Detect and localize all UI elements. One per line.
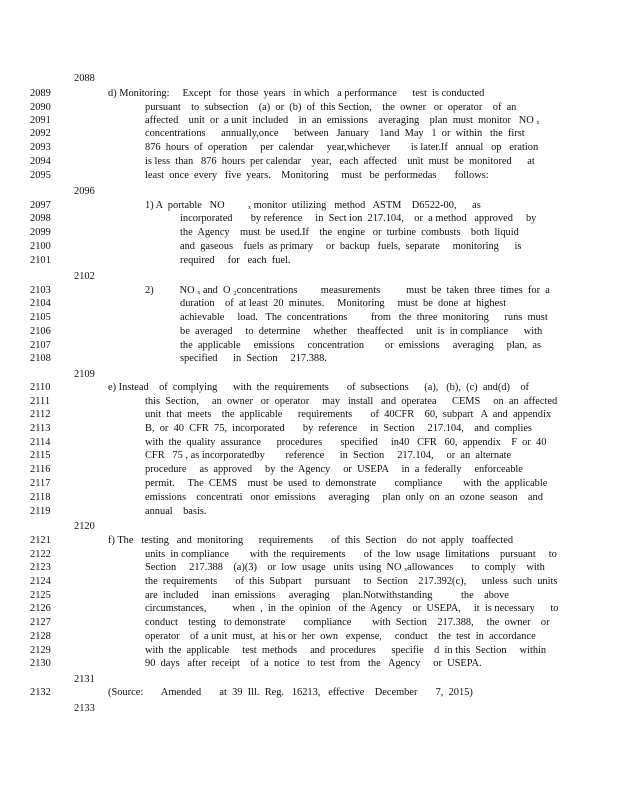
line-text: permit. The CEMS must be used to demonstrate compliance with the applicable: [145, 478, 548, 489]
document-line: [30, 702, 450, 715]
document-line: [30, 114, 540, 127]
line-number: 2131: [74, 674, 95, 685]
document-line: [30, 352, 450, 365]
line-text: required for each fuel.: [180, 255, 291, 266]
line-text: with the quality assurance procedures specified in40 CFR 60, appendix F or 40: [145, 437, 547, 448]
line-number: 2108: [30, 353, 51, 364]
document-line: [30, 602, 559, 615]
line-text: specified in Section 217.388.: [180, 353, 327, 364]
line-number: 2128: [30, 631, 51, 642]
line-text: 1) A portable NO ₓ monitor utilizing method ASTM D6522-00, as: [145, 200, 481, 211]
line-text: d) Monitoring: Except for those years in which a performance test is conducted: [108, 88, 485, 99]
document-line: [30, 408, 552, 421]
line-text: the requirements of this Subpart pursuant to Section 217.392(c), unless such units: [145, 576, 558, 587]
line-text: with the applicable test methods and procedures specifie d in this Section within: [145, 645, 547, 656]
line-number: 2123: [30, 562, 51, 573]
line-text: B, or 40 CFR 75, incorporated by reference in Section 217.104, and complies: [145, 423, 532, 434]
line-number: 2126: [30, 603, 51, 614]
line-number: 2107: [30, 340, 51, 351]
line-number: 2133: [74, 703, 95, 714]
line-number: 2098: [30, 213, 51, 224]
line-number: 2097: [30, 200, 51, 211]
document-line: [30, 339, 541, 352]
line-number: 2105: [30, 312, 51, 323]
line-number: 2096: [74, 186, 95, 197]
line-number: 2089: [30, 88, 51, 99]
line-number: 2102: [74, 271, 95, 282]
line-text: concentrations annually,once between January 1and May 1 or within the first: [145, 128, 525, 139]
line-number: 2095: [30, 170, 51, 181]
document-line: [30, 491, 543, 504]
line-text: and gaseous fuels as primary or backup fuels, separate monitoring is: [180, 241, 522, 252]
line-text: pursuant to subsection (a) or (b) of this Section, the owner or operator of an: [145, 102, 517, 113]
line-text: least once every five years. Monitoring must be performedas follows:: [145, 170, 489, 181]
line-text: 2) NO ₓ and O ₂concentrations measurements must be taken three times for a: [145, 285, 550, 296]
document-line: [30, 575, 558, 588]
line-number: 2099: [30, 227, 51, 238]
line-number: 2104: [30, 298, 51, 309]
line-number: 2116: [30, 464, 51, 475]
document-line: [30, 422, 532, 435]
document-line: [30, 561, 545, 574]
line-text: the applicable emissions concentration or emissions averaging plan, as: [180, 340, 541, 351]
document-line: [30, 87, 485, 100]
line-number: 2124: [30, 576, 51, 587]
line-text: are included inan emissions averaging plan.Notwithstanding the above: [145, 590, 509, 601]
document-line: [30, 436, 547, 449]
document-line: [30, 297, 507, 310]
document-line: [30, 686, 473, 699]
line-number: 2101: [30, 255, 51, 266]
line-text: circumstances, when , in the opinion of the Agency or USEPA, it is necessary to: [145, 603, 559, 614]
line-number: 2130: [30, 658, 51, 669]
document-line: [30, 449, 512, 462]
line-number: 2113: [30, 423, 51, 434]
document-line: [30, 199, 481, 212]
line-text: e) Instead of complying with the requirements of subsections (a), (b), (c) and(d) of: [108, 382, 529, 393]
document-line: [30, 548, 557, 561]
line-number: 2129: [30, 645, 51, 656]
line-number: 2091: [30, 115, 51, 126]
line-number: 2118: [30, 492, 51, 503]
document-line: [30, 141, 539, 154]
line-text: Section 217.388 (a)(3) or low usage units using NO ₓallowances to comply with: [145, 562, 545, 573]
document-line: [30, 673, 450, 686]
document-line: [30, 368, 450, 381]
document-line: [30, 395, 558, 408]
line-text: annual basis.: [145, 506, 207, 517]
document-line: [30, 589, 509, 602]
line-number: 2110: [30, 382, 51, 393]
document-line: [30, 240, 522, 253]
line-number: 2088: [74, 73, 95, 84]
line-number: 2115: [30, 450, 51, 461]
line-text: this Section, an owner or operator may install and operatea CEMS on an affected: [145, 396, 558, 407]
document-line: [30, 630, 536, 643]
document-line: [30, 101, 517, 114]
line-text: operator of a unit must, at his or her own expense, conduct the test in accordance: [145, 631, 536, 642]
line-text: procedure as approved by the Agency or USEPA in a federally enforceable: [145, 464, 523, 475]
document-line: [30, 311, 548, 324]
document-line: [30, 657, 482, 670]
line-number: 2092: [30, 128, 51, 139]
line-text: unit that meets the applicable requirements of 40CFR 60, subpart A and appendix: [145, 409, 552, 420]
document-line: [30, 72, 450, 85]
document-line: [30, 185, 450, 198]
line-text: units in compliance with the requirements of the low usage limitations pursuant to: [145, 549, 557, 560]
line-number: 2094: [30, 156, 51, 167]
line-text: duration of at least 20 minutes. Monitoring must be done at highest: [180, 298, 507, 309]
line-text: 90 days after receipt of a notice to test from the Agency or USEPA.: [145, 658, 482, 669]
document-line: [30, 534, 514, 547]
line-text: the Agency must be used.If the engine or turbine combusts both liquid: [180, 227, 519, 238]
document-line: [30, 254, 450, 267]
line-text: (Source: Amended at 39 Ill. Reg. 16213, effective December 7, 2015): [108, 687, 473, 698]
line-text: conduct testing to demonstrate compliance with Section 217.388, the owner or: [145, 617, 550, 628]
line-text: be averaged to determine whether theaffected unit is in compliance with: [180, 326, 543, 337]
document-line: [30, 381, 529, 394]
line-number: 2090: [30, 102, 51, 113]
document-line: [30, 169, 489, 182]
line-text: achievable load. The concentrations from the three monitoring runs must: [180, 312, 548, 323]
line-number: 2120: [74, 521, 95, 532]
line-number: 2122: [30, 549, 51, 560]
line-number: 2117: [30, 478, 51, 489]
line-text: f) The testing and monitoring requirements of this Section do not apply toaffected: [108, 535, 514, 546]
document-line: [30, 520, 450, 533]
document-line: [30, 212, 537, 225]
line-text: is less than 876 hours per calendar year, each affected unit must be monitored at: [145, 156, 535, 167]
document-line: [30, 644, 547, 657]
line-number: 2112: [30, 409, 51, 420]
document-line: [30, 463, 523, 476]
line-number: 2119: [30, 506, 51, 517]
document-line: [30, 226, 519, 239]
line-number: 2127: [30, 617, 51, 628]
document-line: [30, 325, 543, 338]
line-text: CFR 75 , as incorporatedby reference in Section 217.104, or an alternate: [145, 450, 512, 461]
line-number: 2093: [30, 142, 51, 153]
document-line: [30, 270, 450, 283]
line-number: 2100: [30, 241, 51, 252]
document-line: [30, 284, 550, 297]
document-line: [30, 155, 535, 168]
document-line: [30, 505, 450, 518]
line-number: 2125: [30, 590, 51, 601]
document-line: [30, 616, 550, 629]
line-text: emissions concentrati onor emissions averaging plan only on an ozone season and: [145, 492, 543, 503]
line-number: 2111: [30, 396, 51, 407]
line-number: 2121: [30, 535, 51, 546]
line-number: 2106: [30, 326, 51, 337]
line-text: 876 hours of operation per calendar year,whichever is later.If annual op eration: [145, 142, 539, 153]
line-number: 2114: [30, 437, 51, 448]
line-text: affected unit or a unit included in an emissions averaging plan must monitor NO ₓ: [145, 115, 540, 126]
document-line: [30, 477, 548, 490]
line-text: incorporated by reference in Sect ion 217.104, or a method approved by: [180, 213, 537, 224]
line-number: 2109: [74, 369, 95, 380]
line-number: 2103: [30, 285, 51, 296]
document-line: [30, 127, 525, 140]
line-number: 2132: [30, 687, 51, 698]
